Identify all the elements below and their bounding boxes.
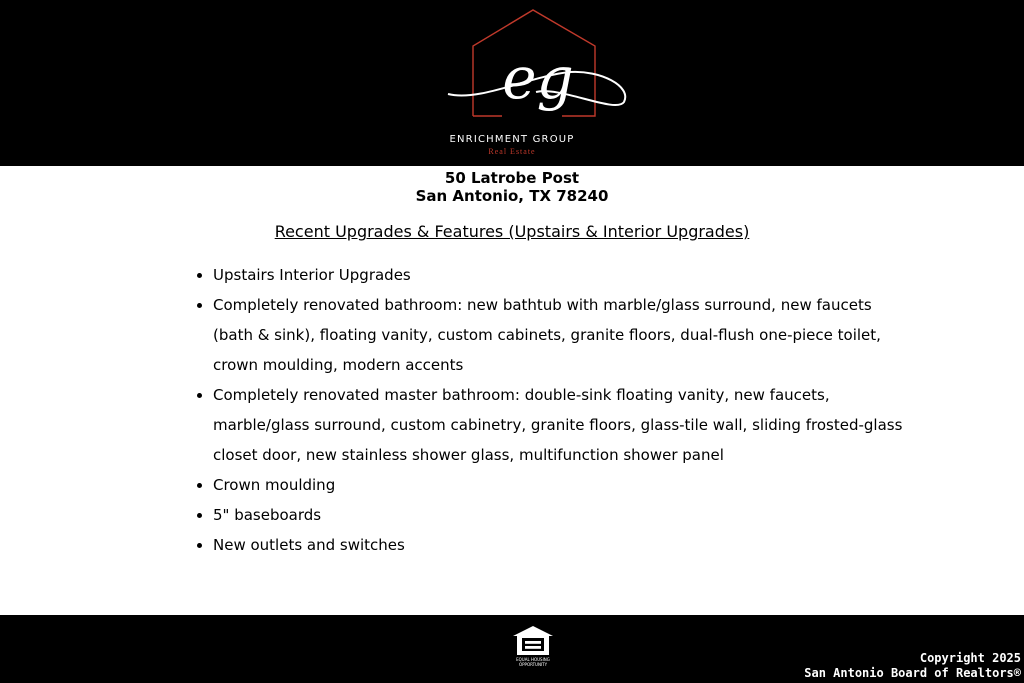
property-address <box>0 169 1024 205</box>
copyright-year: Copyright 2025 <box>919 651 1021 665</box>
feature-item: • Completely renovated bathroom: new bathtub with marble/glass surround, new faucets (bath & sink), floating vanity, custom cabinets, granite floors, dual-flush one-piece toilet, crown moulding, modern accents <box>213 290 903 380</box>
logo-monogram: eg <box>502 44 574 112</box>
logo-company-name: ENRICHMENT GROUP <box>449 134 575 145</box>
section-title: Recent Upgrades & Features (Upstairs & Interior Upgrades) <box>274 222 750 241</box>
enrichment-group-logo <box>440 6 630 136</box>
copyright-holder: San Antonio Board of Realtors® <box>804 666 1021 680</box>
header-band <box>0 0 1024 166</box>
feature-item: • New outlets and switches <box>213 530 903 560</box>
equal-housing-label: EQUAL HOUSING OPPORTUNITY <box>516 657 550 667</box>
feature-item: • Completely renovated master bathroom: double-sink floating vanity, new faucets, marble/glass surround, custom cabinetry, granite floors, glass-tile wall, sliding frosted-glass closet door, new stainless shower glass, multifunction shower panel <box>213 380 903 470</box>
feature-item: • 5" baseboards <box>213 500 903 530</box>
equal-housing-icon <box>511 624 555 656</box>
feature-item: • Crown moulding <box>213 470 903 500</box>
copyright-notice <box>804 651 1021 681</box>
address-line-2: San Antonio, TX 78240 <box>415 187 609 205</box>
feature-item: • Upstairs Interior Upgrades <box>213 260 903 290</box>
address-line-1: 50 Latrobe Post <box>444 169 580 187</box>
features-list <box>192 260 903 560</box>
logo-tagline: Real Estate <box>488 147 536 156</box>
